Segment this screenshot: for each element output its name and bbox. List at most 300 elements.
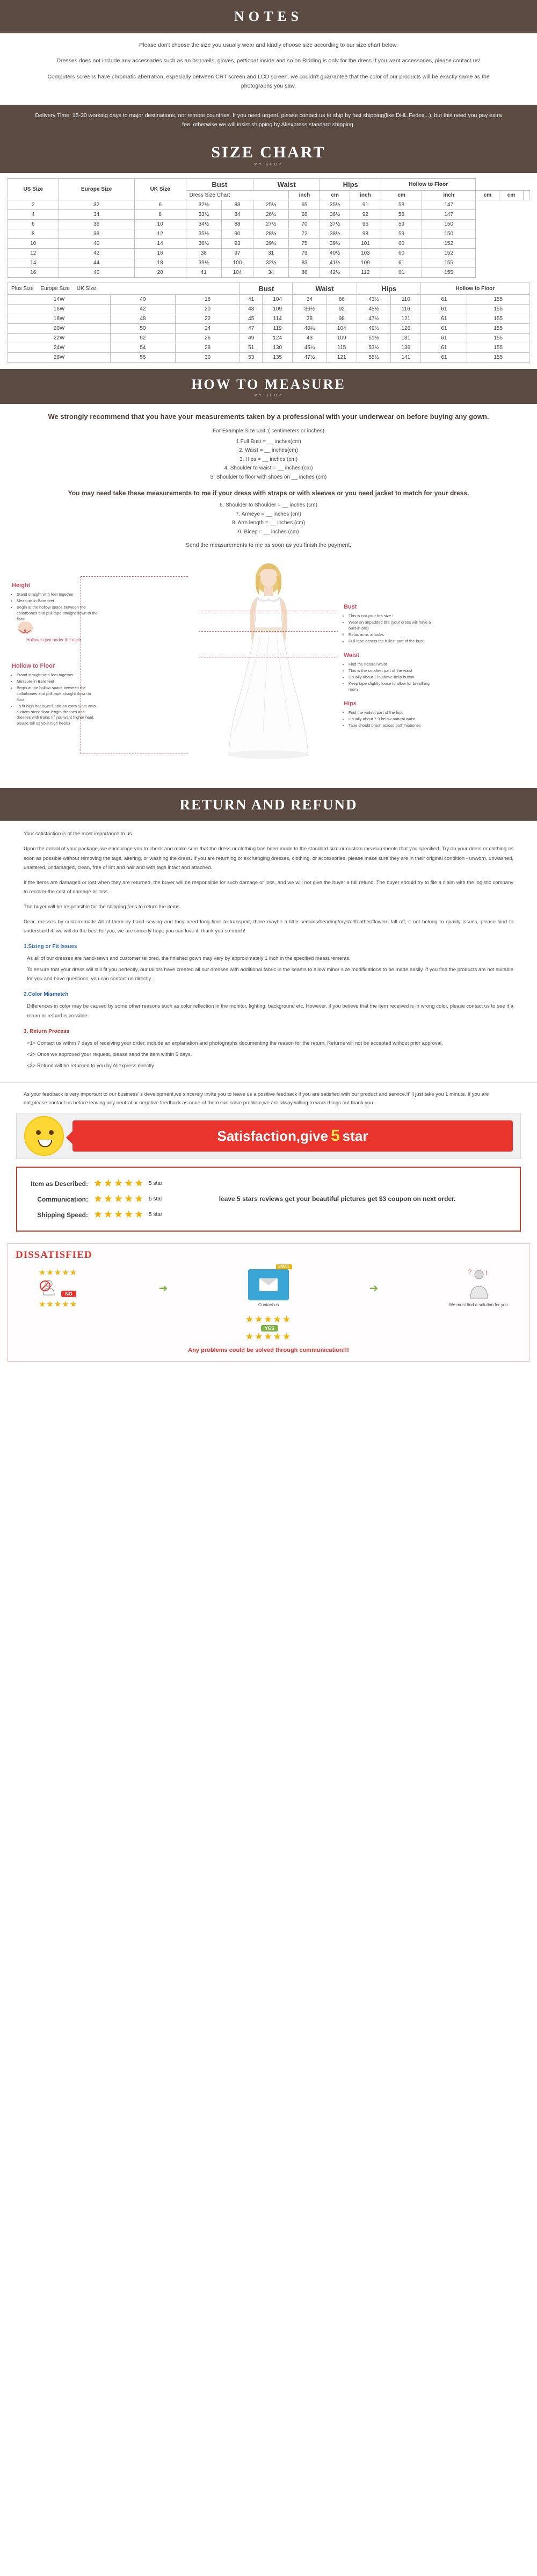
dissatisfied-footer: Any problems could be solved through communication!!! xyxy=(188,1347,349,1354)
flow-step-bad-rating xyxy=(18,1268,98,1309)
plus-cell: 54 xyxy=(111,343,176,352)
how-to-measure-subtitle: MY SHOP xyxy=(254,393,283,397)
measure-extra-line-2: 7. Armeye = __ inches (cm) xyxy=(236,511,301,517)
plus-cell: 61 xyxy=(421,343,467,352)
support-person-icon xyxy=(467,1269,491,1299)
table-row xyxy=(8,229,529,238)
plus-col-waist: Waist xyxy=(293,283,357,294)
plus-cell: 20 xyxy=(175,304,240,314)
standard-cell: 83 xyxy=(289,258,320,267)
notes-paragraph-2: Dresses does not include any accessaries such as an bsp;veils, gloves, petticoat inside and so on.Bidding is only for the dress.If you want accessories, please contact us! xyxy=(56,57,481,64)
annotation-htf-item-4: • To fit high heels,we'll add an extra 5 cm onto custom-sized floor-length dresses and dresses with trains (If you want higher heel, please tell us your high heels) xyxy=(17,704,98,727)
col-bust: Bust xyxy=(186,178,253,190)
plus-cell: 47 xyxy=(240,323,263,333)
standard-cell: 16 xyxy=(8,267,59,277)
plus-cell: 22 xyxy=(175,314,240,323)
measurement-diagram xyxy=(0,557,537,788)
plus-cell: 51½ xyxy=(357,333,390,343)
standard-cell: 60 xyxy=(381,248,422,258)
annotation-htf-item-3: • Begin at the hollow space between the collarbones and pull tape straight down to floor xyxy=(17,685,98,703)
col-waist: Waist xyxy=(253,178,320,190)
standard-cell: 79 xyxy=(289,248,320,258)
standard-cell: 101 xyxy=(350,238,381,248)
standard-cell: 97 xyxy=(222,248,253,258)
annotation-waist-item-2: • This is the smallest part of the waist xyxy=(349,668,435,674)
rating-tag-shipping-speed: 5 star xyxy=(149,1212,163,1218)
annotation-waist xyxy=(344,652,435,693)
rating-box xyxy=(16,1167,521,1232)
measure-extra-line-4: 9. Bicep = __ inches (cm) xyxy=(238,529,299,535)
plus-cell: 34 xyxy=(293,294,326,304)
standard-cell: 70 xyxy=(289,219,320,229)
notes-header xyxy=(0,0,537,33)
standard-cell: 93 xyxy=(222,238,253,248)
standard-cell: 44 xyxy=(59,258,134,267)
standard-cell: 60 xyxy=(381,238,422,248)
annotation-bust-item-2: • Wear an unpadded bra (your dress will have a built-in bra) xyxy=(349,620,435,632)
annotation-waist-title: Waist xyxy=(344,652,359,659)
standard-cell: 34 xyxy=(59,209,134,219)
standard-cell: 12 xyxy=(134,229,186,238)
subcol-bust-cm: cm xyxy=(320,190,350,200)
annotation-height-item-3: • Begin at the hollow space between the collarbones and pull tape straight down to the floor xyxy=(17,605,98,623)
notes-title: NOTES xyxy=(234,9,303,24)
annotation-hips-item-1: • Find the widest part of the hips xyxy=(349,710,435,716)
plus-cell: 115 xyxy=(326,343,357,352)
how-to-measure-header xyxy=(0,369,537,404)
measure-example-line-3: 3. Hips = __ inches (cm) xyxy=(239,456,298,462)
standard-cell: 59 xyxy=(381,219,422,229)
plus-cell: 40 xyxy=(111,294,176,304)
plus-cell: 52 xyxy=(111,333,176,343)
measure-lead: We strongly recommend that you have your measurements taken by a professional with your underwear on before buying any gown. xyxy=(48,412,489,421)
plus-cell: 24W xyxy=(8,343,111,352)
plus-cell: 45½ xyxy=(357,304,390,314)
subcol-htf-inch: cm xyxy=(499,190,523,200)
hollow-guide-line xyxy=(81,576,188,577)
plus-cell: 155 xyxy=(467,352,529,362)
plus-col-uk-size: UK Size xyxy=(76,285,96,292)
plus-cell: 53 xyxy=(240,352,263,362)
plus-cell: 121 xyxy=(391,314,421,323)
standard-cell: 58 xyxy=(381,200,422,209)
table-row xyxy=(8,333,529,343)
size-chart-title: SIZE CHART xyxy=(211,143,326,161)
standard-cell: 42 xyxy=(59,248,134,258)
col-hollow-to-floor: Hollow to Floor xyxy=(381,178,475,190)
plus-cell: 61 xyxy=(421,333,467,343)
plus-cell: 61 xyxy=(421,314,467,323)
plus-cell: 41 xyxy=(240,294,263,304)
standard-cell: 152 xyxy=(422,238,476,248)
rr-paragraph-3: If the items are damaged or lost when they are returned, the buyer will be responsible for such damage or loss, and we will not give the buyer a full refund. The buyer should try to file a claim with the logistic company to recover the cost of damage or loss. xyxy=(24,879,513,895)
standard-cell: 147 xyxy=(422,209,476,219)
plus-cell: 61 xyxy=(421,304,467,314)
plus-col-plus-size: Plus Size xyxy=(11,285,34,292)
rr-section-3-line-3: <3> Refund will be returned to you by Aliexpress directly xyxy=(27,1062,154,1069)
standard-cell: 155 xyxy=(422,258,476,267)
table-row xyxy=(8,238,529,248)
size-chart-subtitle: MY SHOP xyxy=(254,162,283,167)
standard-cell: 35½ xyxy=(186,229,221,238)
subcol-htf-cm xyxy=(523,190,529,200)
standard-cell: 6 xyxy=(8,219,59,229)
subcol-waist-cm: cm xyxy=(381,190,422,200)
table-row xyxy=(8,258,529,267)
standard-cell: 27½ xyxy=(253,219,288,229)
measure-extra-line-3: 8. Arm length = __ inches (cm) xyxy=(232,520,305,526)
rating-rows xyxy=(25,1174,162,1224)
measure-send-note: Send the measurements to me as soon as you finish the payment. xyxy=(185,542,352,549)
plus-cell: 36½ xyxy=(293,304,326,314)
table-row xyxy=(8,314,529,323)
standard-cell: 65 xyxy=(289,200,320,209)
table-row xyxy=(8,352,529,362)
plus-cell: 92 xyxy=(326,304,357,314)
standard-cell: 42½ xyxy=(320,267,350,277)
yes-label: YES xyxy=(261,1325,278,1332)
plus-cell: 53½ xyxy=(357,343,390,352)
rating-stars-item-as-described[interactable]: ★★★★★ xyxy=(93,1178,145,1190)
standard-cell: 61 xyxy=(381,267,422,277)
standard-cell: 20 xyxy=(134,267,186,277)
standard-cell: 150 xyxy=(422,219,476,229)
plus-cell: 121 xyxy=(326,352,357,362)
plus-cell: 130 xyxy=(263,343,293,352)
plus-col-bust: Bust xyxy=(240,283,293,294)
standard-cell: 96 xyxy=(350,219,381,229)
plus-cell: 104 xyxy=(263,294,293,304)
standard-size-body xyxy=(8,200,529,277)
plus-cell: 109 xyxy=(263,304,293,314)
rating-label-shipping-speed: Shipping Speed: xyxy=(37,1211,88,1219)
standard-cell: 40½ xyxy=(320,248,350,258)
rr-paragraph-5: Dear, dresses by custom-made All of them by hand sewing and they need long time to transport, there maybe a little sequins/beading/crystal/feather/flowers fall off, it not belong to quality issues, please kind to understand it, we will do the best for you, we are sincerly hope you can love it, thank you so much! xyxy=(24,919,513,935)
subcol-hips-inch: inch xyxy=(422,190,476,200)
table-row xyxy=(8,343,529,352)
standard-cell: 84 xyxy=(222,209,253,219)
table-row xyxy=(8,294,529,304)
subcol-bust-inch: inch xyxy=(289,190,320,200)
delivery-note: Delivery Time: 15-30 working days to major destinations, not remote countries. If you need urgent, please contact us to ship by fast shipping(like DHL,Fedex...), but this need you pay extra fee. otherwise we will insist shipping by Aliexpress standard shipping. xyxy=(0,105,537,136)
rr-section-3-line-2: <2> Once we approved your request, please send the item within 5 days. xyxy=(27,1051,192,1058)
standard-cell: 29½ xyxy=(253,238,288,248)
standard-cell: 32½ xyxy=(253,258,288,267)
rr-section-3-line-1: <1> Contact us within 7 days of receiving your order, include an explanation and photographs documenting the reason for the return. Returns will not be accepted without prior approval. xyxy=(27,1040,443,1046)
plus-cell: 109 xyxy=(326,333,357,343)
no-label: NO xyxy=(61,1291,76,1297)
plus-cell: 49½ xyxy=(357,323,390,333)
annotation-hips-title: Hips xyxy=(344,700,357,707)
annotation-hips xyxy=(344,700,435,729)
plus-cell: 43 xyxy=(293,333,326,343)
plus-cell: 114 xyxy=(263,314,293,323)
dissatisfied-section xyxy=(8,1243,529,1362)
annotation-bust-item-3: • Relax arms at sides xyxy=(349,632,435,638)
standard-cell: 40 xyxy=(59,238,134,248)
standard-cell: 25½ xyxy=(253,200,288,209)
rating-tag-communication: 5 star xyxy=(149,1196,163,1203)
standard-cell: 109 xyxy=(350,258,381,267)
plus-cell: 155 xyxy=(467,323,529,333)
plus-cell: 61 xyxy=(421,294,467,304)
plus-cell: 22W xyxy=(8,333,111,343)
annotation-htf-item-2: • Measure in Bare feet xyxy=(17,679,98,685)
bad-rating-stars-icon-2: ★★★★★ xyxy=(38,1300,78,1309)
col-europe-size: Europe Size xyxy=(59,178,134,200)
plus-col-europe-size: Europe Size xyxy=(40,285,70,292)
return-refund-header xyxy=(0,788,537,821)
dress-illustration xyxy=(201,557,336,788)
standard-cell: 8 xyxy=(134,209,186,219)
plus-cell: 16W xyxy=(8,304,111,314)
plus-cell: 155 xyxy=(467,333,529,343)
plus-cell: 116 xyxy=(391,304,421,314)
standard-cell: 38 xyxy=(59,229,134,238)
rating-stars-communication[interactable]: ★★★★★ xyxy=(93,1193,145,1205)
standard-cell: 4 xyxy=(8,209,59,219)
standard-cell: 34½ xyxy=(186,219,221,229)
col-hips: Hips xyxy=(320,178,381,190)
standard-cell: 26½ xyxy=(253,209,288,219)
banner-rating-number: 5 xyxy=(331,1127,340,1145)
standard-cell: 68 xyxy=(289,209,320,219)
plus-cell: 98 xyxy=(326,314,357,323)
plus-cell: 126 xyxy=(391,323,421,333)
plus-cell: 26 xyxy=(175,333,240,343)
table-row xyxy=(8,304,529,314)
plus-cell: 28 xyxy=(175,343,240,352)
good-rating-block xyxy=(16,1314,521,1342)
annotation-htf-title: Hollow to Floor xyxy=(12,663,55,670)
col-us-size: US Size xyxy=(8,178,59,200)
rr-paragraph-1: Your satisfaction is of the most importance to us. xyxy=(24,831,133,837)
measure-example xyxy=(21,427,516,482)
annotation-height-item-2: • Measure in Bare feet xyxy=(17,598,98,604)
rating-row-item-as-described xyxy=(25,1177,162,1190)
plus-cell: 40¼ xyxy=(293,323,326,333)
email-tag-label: EMAIL xyxy=(276,1264,292,1269)
annotation-waist-item-3: • Usually about 1 in above belly button xyxy=(349,675,435,681)
standard-cell: 6 xyxy=(134,200,186,209)
standard-cell: 155 xyxy=(422,267,476,277)
plus-cell: 61 xyxy=(421,352,467,362)
promo-text: leave 5 stars reviews get your beautiful pictures get $3 coupon on next order. xyxy=(219,1195,456,1203)
rr-paragraph-2: Upon the arrival of your package, we encourage you to check and make sure that the dress or clothing has been made to the standard size or custom measurements that you specified. Try on your dress or clothing as soon as possible without removing the tags, altering, or washing the dress. If you are returning or exchanging dresses, clothing, or accessories, please make sure they are in their original condition - unworn, unwashed, unaltered, undamaged, clean, free of lint and hair and with tags intact and attached. xyxy=(24,846,513,871)
annotation-height xyxy=(12,582,98,623)
measure-example-line-5: 5. Shoulder to floor with shoes on __ inches (cm) xyxy=(210,474,327,480)
standard-cell: 12 xyxy=(8,248,59,258)
annotation-bust xyxy=(344,603,435,645)
standard-cell: 37½ xyxy=(320,219,350,229)
standard-cell: 90 xyxy=(222,229,253,238)
standard-cell: 98 xyxy=(350,229,381,238)
banner-prefix: Satisfaction,give xyxy=(217,1127,329,1144)
solution-text: We must find a solution for you. xyxy=(449,1303,509,1308)
plus-cell: 18W xyxy=(8,314,111,323)
plus-cell: 43½ xyxy=(357,294,390,304)
satisfaction-banner-text xyxy=(72,1120,513,1152)
standard-cell: 8 xyxy=(8,229,59,238)
annotation-hips-item-2: • Usually about 7-9 below natural waist xyxy=(349,717,435,722)
plus-cell: 86 xyxy=(326,294,357,304)
flow-step-contact-us xyxy=(228,1265,309,1308)
standard-cell: 32 xyxy=(59,200,134,209)
satisfaction-banner xyxy=(16,1113,521,1159)
contact-us-label: Contact us xyxy=(258,1303,279,1308)
measure-example-title: For Example:Size unit :( centimeters or inches) xyxy=(213,428,324,435)
annotation-hollow-caption: Hollow is just under the neck xyxy=(26,638,81,643)
plus-cell: 155 xyxy=(467,294,529,304)
measure-example-line-2: 2. Waist = __ inches(cm) xyxy=(239,447,298,454)
standard-cell: 92 xyxy=(350,209,381,219)
return-refund-title: RETURN AND REFUND xyxy=(179,797,358,813)
table-row xyxy=(8,200,529,209)
how-to-measure-body xyxy=(0,404,537,554)
standard-cell: 10 xyxy=(8,238,59,248)
plus-cell: 18 xyxy=(175,294,240,304)
plus-cell: 45 xyxy=(240,314,263,323)
plus-cell: 47½ xyxy=(293,352,326,362)
standard-cell: 38 xyxy=(186,248,221,258)
standard-cell: 39½ xyxy=(186,258,221,267)
standard-cell: 41½ xyxy=(320,258,350,267)
email-icon xyxy=(248,1265,290,1300)
standard-cell: 32½ xyxy=(186,200,221,209)
standard-cell: 147 xyxy=(422,200,476,209)
rr-section-2-heading: 2.Color Mismatch xyxy=(24,992,69,998)
standard-cell: 31 xyxy=(253,248,288,258)
standard-cell: 100 xyxy=(222,258,253,267)
plus-cell: 55½ xyxy=(357,352,390,362)
standard-cell: 38½ xyxy=(320,229,350,238)
rating-label-communication: Communication: xyxy=(37,1195,88,1203)
rr-section-1-heading: 1.Sizing or Fit Issues xyxy=(24,944,77,950)
arrow-right-icon-1: ➜ xyxy=(158,1283,168,1295)
standard-cell: 103 xyxy=(350,248,381,258)
feedback-intro: As your feedback is very important to our business' s development,we sincerely invite you to leave us a positive feedback if you are satisfied with our product and service.It' ll just take you 1 minute. If you are not,please contact us before leaving any neutral or negative feedback as none of them can solve problem,we are alway willing to work things out.thank you. xyxy=(24,1091,489,1106)
plus-cell: 51 xyxy=(240,343,263,352)
table-row xyxy=(8,323,529,333)
plus-size-table xyxy=(8,283,529,363)
standard-cell: 34 xyxy=(253,267,288,277)
standard-cell: 41 xyxy=(186,267,221,277)
annotation-waist-item-4: • Keep tape slightly loose to allow for breathing room xyxy=(349,681,435,693)
measure-example-line-4: 4. Shoulder to waist = __ inches (cm) xyxy=(224,465,313,472)
standard-cell: 18 xyxy=(134,258,186,267)
plus-cell: 136 xyxy=(391,343,421,352)
size-chart-header xyxy=(0,136,537,173)
measure-strong-note: You may need take these measurements to me if your dress with straps or with sleeves or you need jacket to match for your dress. xyxy=(68,489,469,497)
subcol-waist-inch: inch xyxy=(350,190,381,200)
rating-stars-shipping-speed[interactable]: ★★★★★ xyxy=(93,1209,145,1221)
rr-section-3-heading: 3. Return Process xyxy=(24,1028,70,1034)
col-uk-size: UK Size xyxy=(134,178,186,200)
svg-text:?: ? xyxy=(468,1269,472,1276)
standard-cell: 150 xyxy=(422,229,476,238)
standard-cell: 33½ xyxy=(186,209,221,219)
wink-face-icon xyxy=(24,1116,64,1156)
table-row xyxy=(8,219,529,229)
hollow-neck-icon xyxy=(16,620,34,635)
standard-cell: 59 xyxy=(381,229,422,238)
annotation-waist-item-1: • Find the natural waist xyxy=(349,662,435,668)
plus-cell: 155 xyxy=(467,304,529,314)
rr-paragraph-4: The buyer will be responsible for the shipping fees to return the items. xyxy=(24,903,182,910)
plus-cell: 155 xyxy=(467,343,529,352)
plus-cell: 38 xyxy=(293,314,326,323)
flow-step-solution xyxy=(439,1269,519,1307)
plus-cell: 14W xyxy=(8,294,111,304)
plus-cell: 49 xyxy=(240,333,263,343)
annotation-hips-item-3: • Tape should brush across both hipbones xyxy=(349,723,435,729)
banner-suffix: star xyxy=(342,1127,368,1144)
rating-row-communication xyxy=(25,1193,162,1205)
annotation-height-title: Height xyxy=(12,582,31,589)
standard-cell: 39½ xyxy=(320,238,350,248)
table-row xyxy=(8,209,529,219)
standard-cell: 36½ xyxy=(186,238,221,248)
standard-cell: 36½ xyxy=(320,209,350,219)
standard-cell: 10 xyxy=(134,219,186,229)
standard-cell: 152 xyxy=(422,248,476,258)
good-rating-stars-bottom: ★★★★★ xyxy=(245,1331,292,1342)
standard-cell: 88 xyxy=(222,219,253,229)
rating-row-shipping-speed xyxy=(25,1209,162,1221)
return-refund-body xyxy=(0,821,537,1082)
plus-cell: 50 xyxy=(111,323,176,333)
measure-extra-line-1: 6. Shoulder to Shoulder = __ inches (cm) xyxy=(219,502,318,509)
standard-cell: 75 xyxy=(289,238,320,248)
plus-cell: 47½ xyxy=(357,314,390,323)
standard-cell: 16 xyxy=(134,248,186,258)
standard-cell: 28½ xyxy=(253,229,288,238)
rr-section-1-line-2: To ensure that your dress will still fit you perfectly, our tailors have created all our dresses with additional fabric in the seams to allow minor size modifications to be made easily. If you find the products are not suitable for you and have questions, you can contact us directly. xyxy=(27,967,513,982)
measure-example-line-1: 1.Full Bust = __ inches(cm) xyxy=(236,438,301,445)
plus-cell: 56 xyxy=(111,352,176,362)
plus-cell: 26W xyxy=(8,352,111,362)
arrow-right-icon-2: ➜ xyxy=(369,1283,379,1295)
standard-cell: 58 xyxy=(381,209,422,219)
rr-section-1-line-1: As all of our dresses are hand-sewn and customer tailored, the finished gown may vary by approximately 1 inch in the specified measurements. xyxy=(27,956,351,962)
annotation-bust-item-1: • This is not your bra size ! xyxy=(349,613,435,619)
plus-cell: 110 xyxy=(391,294,421,304)
plus-cell: 30 xyxy=(175,352,240,362)
plus-col-label xyxy=(8,283,240,294)
standard-cell: 91 xyxy=(350,200,381,209)
plus-cell: 45¼ xyxy=(293,343,326,352)
plus-cell: 119 xyxy=(263,323,293,333)
standard-cell: 14 xyxy=(8,258,59,267)
plus-cell: 124 xyxy=(263,333,293,343)
annotation-bust-item-4: • Pull tape across the fullest part of the bust xyxy=(349,639,435,645)
plus-cell: 131 xyxy=(391,333,421,343)
standard-cell: 112 xyxy=(350,267,381,277)
standard-size-table xyxy=(8,178,529,278)
notes-paragraph-1: Please don't choose the size you usually wear and kindly choose size according to our size chart below. xyxy=(139,42,398,48)
plus-cell: 42 xyxy=(111,304,176,314)
notes-paragraph-3: Computers screens have chromatic aberration, especially between CRT screen and LCD screen. we couldn't guarrantee that the color of our products will be exactly same as the photographs you saw. xyxy=(47,73,490,89)
plus-cell: 141 xyxy=(391,352,421,362)
standard-cell: 83 xyxy=(222,200,253,209)
plus-cell: 48 xyxy=(111,314,176,323)
rr-section-2-line-1: Differences in color may be caused by some other reasons such as color reflection in the monitor, lighting, background etc. However, if you believe that the item received is in wrong color, please contact us to see if a return or refund is possible. xyxy=(27,1003,513,1019)
rating-tag-item-as-described: 5 star xyxy=(149,1181,163,1187)
standard-cell: 86 xyxy=(289,267,320,277)
plus-cell: 43 xyxy=(240,304,263,314)
plus-cell: 135 xyxy=(263,352,293,362)
bad-rating-stars-icon: ★★★★★ xyxy=(38,1268,78,1278)
